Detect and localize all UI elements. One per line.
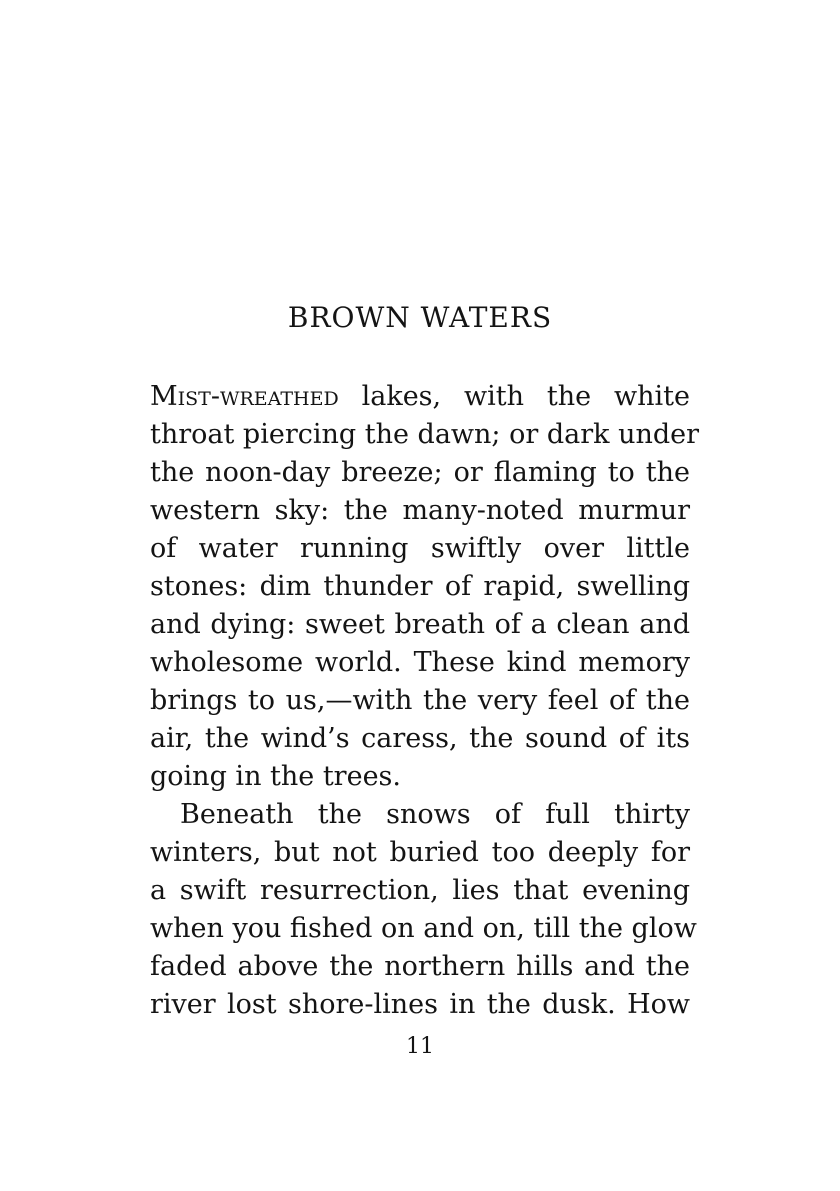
page-number: 11 xyxy=(406,1034,434,1059)
chapter-title: BROWN WATERS xyxy=(287,301,553,334)
text-line: winters, but not buried too deeply for xyxy=(150,837,690,868)
text-line: wholesome world. These kind memory xyxy=(150,647,690,678)
lead-small-caps: Mist-wreathed xyxy=(150,381,339,412)
text-line: western sky: the many-noted murmur xyxy=(150,495,690,526)
text-line: brings to us,—with the very feel of the xyxy=(150,685,690,716)
text-line: and dying: sweet breath of a clean and xyxy=(150,609,690,640)
text-line: the noon-day breeze; or flaming to the xyxy=(150,457,690,488)
text-line: river lost shore-lines in the dusk. How xyxy=(150,989,690,1020)
text-line: air, the wind’s caress, the sound of its xyxy=(150,723,690,754)
text-line: going in the trees. xyxy=(150,761,401,792)
text-line: when you fished on and on, till the glow xyxy=(150,913,697,944)
text-line: a swift resurrection, lies that evening xyxy=(150,875,690,906)
text-line: faded above the northern hills and the xyxy=(150,951,690,982)
text-line: stones: dim thunder of rapid, swelling xyxy=(150,571,690,602)
text-line: of water running swiftly over little xyxy=(150,533,690,564)
text-line: throat piercing the dawn; or dark under xyxy=(150,419,700,450)
text-line-rest: lakes, with the white xyxy=(338,381,690,412)
text-line xyxy=(150,378,690,416)
text-line: Beneath the snows of full thirty xyxy=(180,799,690,830)
